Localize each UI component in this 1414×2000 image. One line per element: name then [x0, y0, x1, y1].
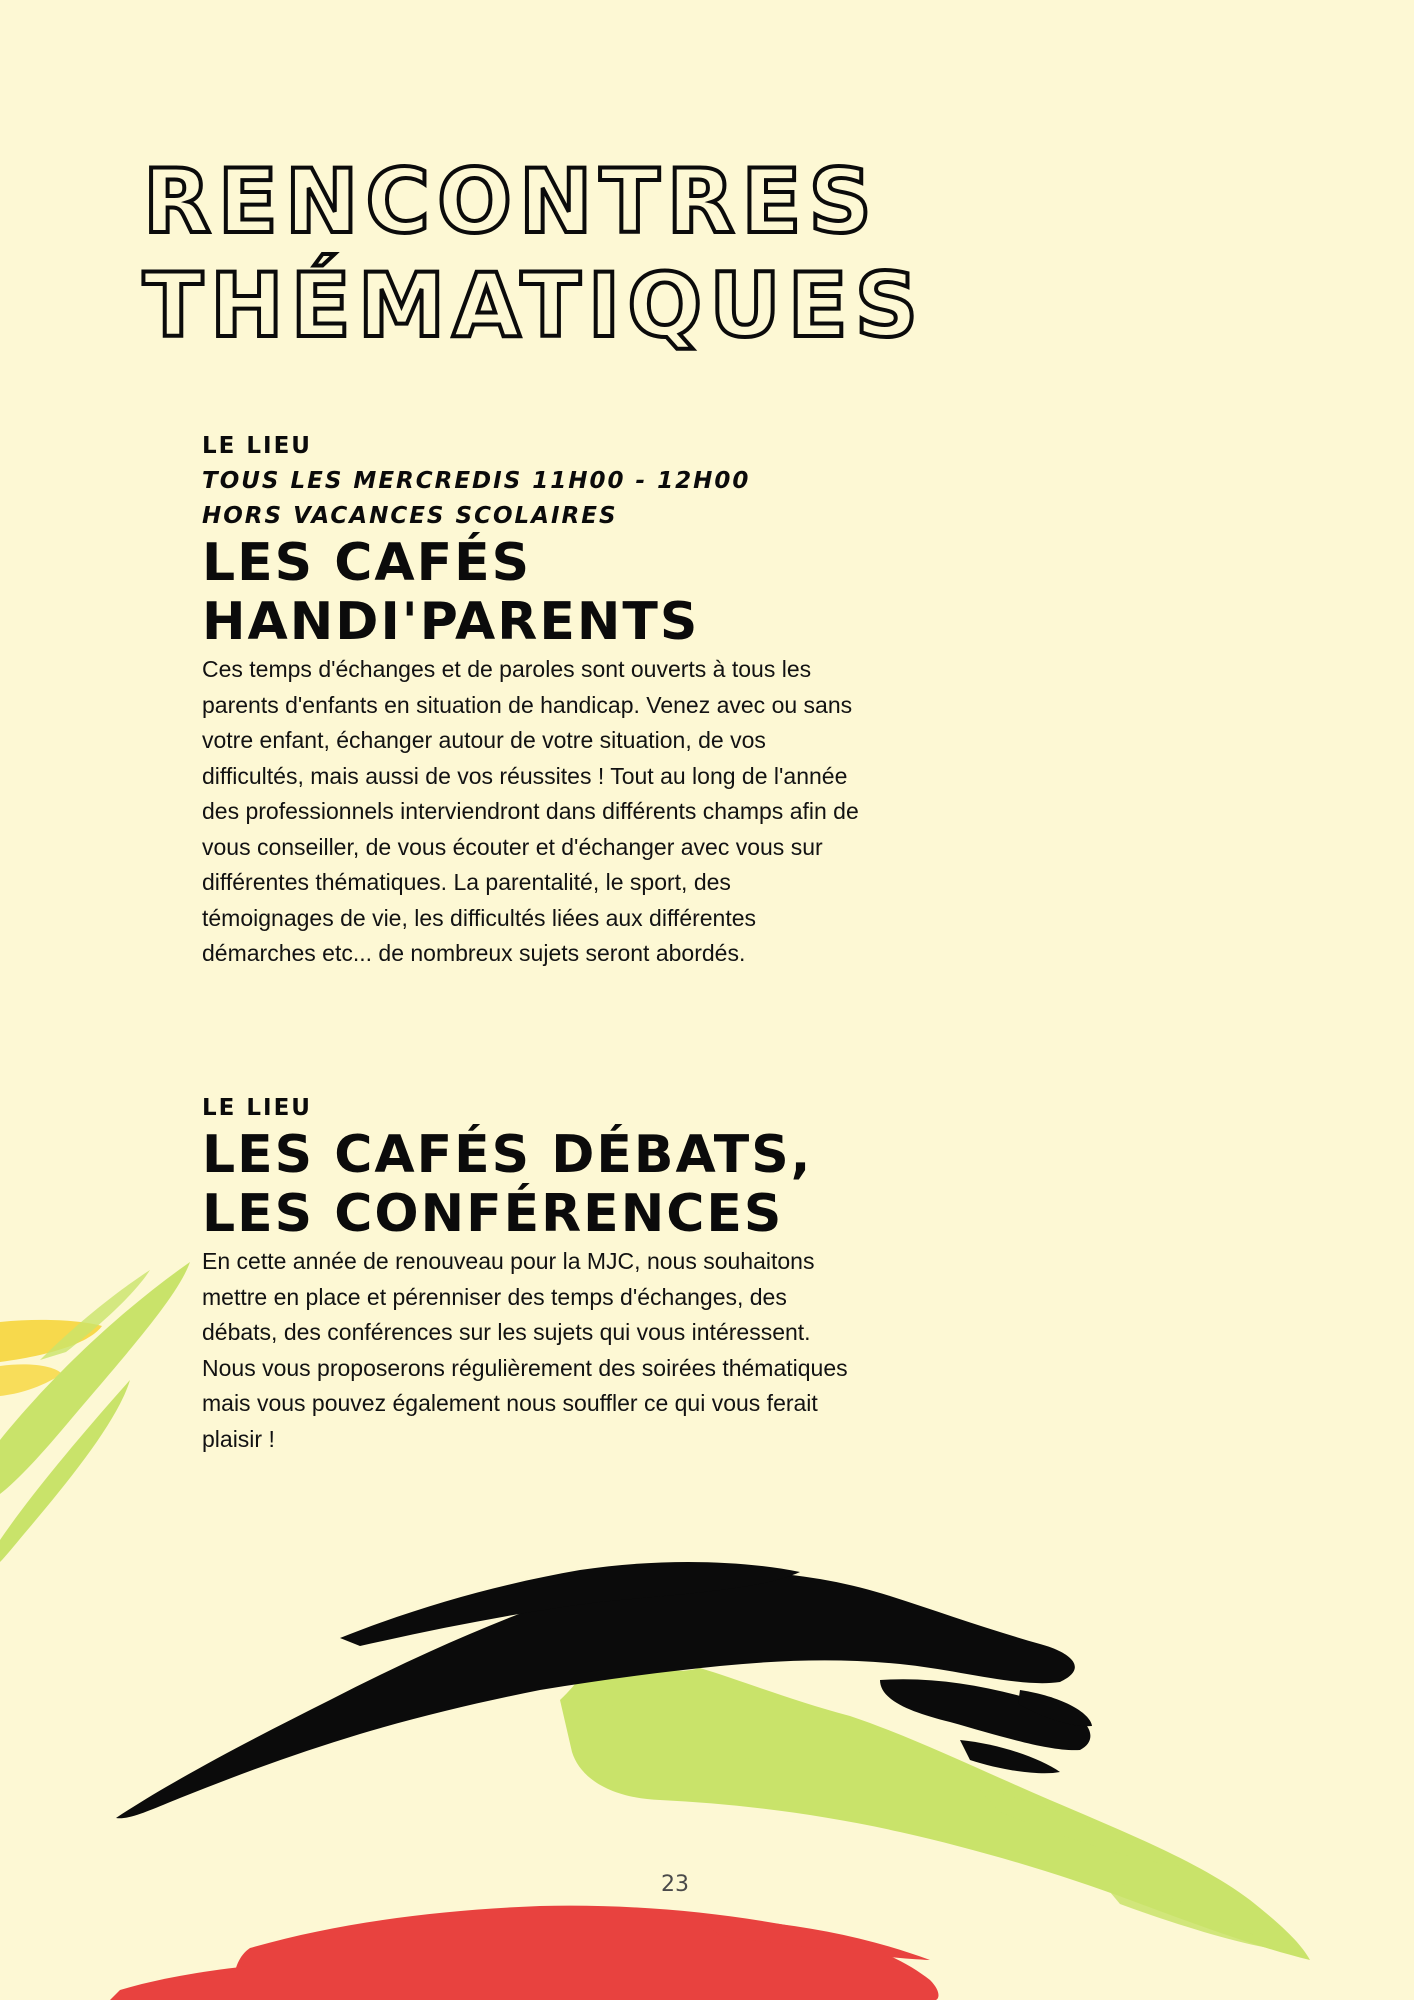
section-cafes-handiparents: [202, 429, 862, 972]
section-schedule-line-1: TOUS LES MERCREDIS 11H00 - 12H00: [202, 468, 751, 494]
section-body-text: Ces temps d'échanges et de paroles sont ouverts à tous les parents d'enfants en situation de handicap. Venez avec ou sans votre enfant, échanger autour de votre situation, de vos difficultés, mais aussi de vos réussites ! Tout au long de l'année des professionnels interviendront dans différents champs afin de vous conseiller, de vous écouter et d'échanger avec vous sur différentes thématiques. La parentalité, le sport, des témoignages de vie, les difficultés liées aux différentes démarches etc... de nombreux sujets seront abordés.: [202, 656, 859, 966]
page-title-line-1: RENCONTRES: [143, 150, 879, 253]
section-title-line-2: HANDI'PARENTS: [202, 592, 700, 652]
page-number: 23: [661, 1872, 689, 1897]
page-title: [143, 150, 925, 358]
section-title-line-1: LES CAFÉS: [202, 533, 532, 593]
red-brush-stroke: [110, 1906, 938, 2000]
page-title-line-2: THÉMATIQUES: [143, 254, 926, 357]
section-title: [202, 1126, 862, 1244]
section-body-text: En cette année de renouveau pour la MJC, nous souhaitons mettre en place et pérenniser des temps d'échanges, des débats, des conférences sur les sujets qui vous intéressent. Nous vous proposerons régulièrement des soirées thématiques mais vous pouvez également nous souffler ce qui vous ferait plaisir !: [202, 1248, 848, 1452]
section-title-line-1: LES CAFÉS DÉBATS,: [202, 1125, 813, 1185]
section-cafes-debats: [202, 1091, 862, 1457]
green-brush-stroke-left: [0, 1262, 190, 1562]
section-location-label: LE LIEU: [202, 433, 312, 459]
section-title-line-2: LES CONFÉRENCES: [202, 1184, 784, 1244]
section-location-label: LE LIEU: [202, 1095, 312, 1121]
section-schedule-line-2: HORS VACANCES SCOLAIRES: [202, 503, 618, 529]
section-title: [202, 534, 862, 652]
